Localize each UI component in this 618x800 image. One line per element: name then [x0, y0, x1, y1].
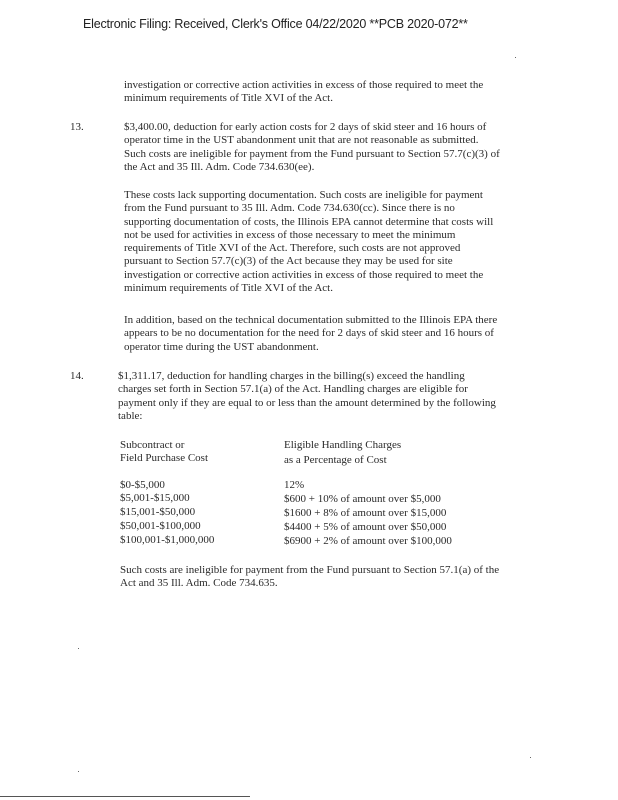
item-14-paragraph-2: [120, 564, 499, 591]
table-header-charge-line-1: Eligible Handling Charges: [284, 439, 402, 451]
text-line: appears to be no documentation for the need for 2 days of skid steer and 16 hours of: [124, 327, 494, 340]
item-number-14: 14.: [70, 370, 84, 382]
intro-paragraph: [124, 79, 483, 106]
text-line: Such costs are ineligible for payment from the Fund pursuant to Section 57.7(c)(3) of: [124, 147, 500, 160]
text-line: supporting documentation of costs, the Illinois EPA cannot determine that costs will: [124, 215, 494, 228]
filing-stamp-header: Electronic Filing: Received, Clerk's Office 04/22/2020 **PCB 2020-072**: [83, 17, 468, 31]
scan-speck: [530, 757, 531, 758]
item-14-paragraph-1: [118, 370, 496, 423]
item-13-paragraph-3: [124, 314, 497, 354]
text-line: investigation or corrective action activities in excess of those required to meet the: [124, 79, 484, 91]
table-cell-cost: $100,001-$1,000,000: [120, 534, 215, 546]
handling-charges-table: [120, 439, 500, 551]
item-number-13: 13.: [70, 121, 84, 133]
text-line: the Act and 35 Ill. Adm. Code 734.630(ee).: [124, 160, 315, 173]
table-header-charge-line-2: as a Percentage of Cost: [284, 454, 387, 466]
table-cell-charge: 12%: [284, 479, 305, 491]
text-line: from the Fund pursuant to 35 Ill. Adm. Code 734.630(cc). Since there is no: [124, 202, 455, 215]
text-line: In addition, based on the technical documentation submitted to the Illinois EPA there: [124, 314, 498, 326]
text-line: Act and 35 Ill. Adm. Code 734.635.: [120, 577, 278, 590]
text-line: table:: [118, 409, 143, 422]
text-line: charges set forth in Section 57.1(a) of the Act. Handling charges are eligible for: [118, 383, 468, 396]
item-13-paragraph-1: [124, 121, 500, 174]
text-line: operator time in the UST abandonment unit that are not reasonable as submitted.: [124, 134, 479, 147]
item-13-paragraph-2: [124, 189, 493, 295]
text-line: operator time during the UST abandonment.: [124, 340, 319, 353]
table-cell-charge: $4400 + 5% of amount over $50,000: [284, 521, 447, 533]
text-line: $1,311.17, deduction for handling charges in the billing(s) exceed the handling: [118, 370, 465, 382]
text-line: $3,400.00, deduction for early action costs for 2 days of skid steer and 16 hours of: [124, 121, 487, 133]
table-header-cost-line-2: Field Purchase Cost: [120, 452, 208, 464]
text-line: minimum requirements of Title XVI of the Act.: [124, 92, 333, 105]
table-cell-cost: $0-$5,000: [120, 479, 165, 491]
text-line: payment only if they are equal to or less than the amount determined by the following: [118, 396, 496, 409]
text-line: pursuant to Section 57.7(c)(3) of the Act because they may be used for site: [124, 255, 453, 268]
text-line: investigation or corrective action activities in excess of those required to meet the: [124, 268, 484, 281]
table-cell-cost: $15,001-$50,000: [120, 506, 196, 518]
text-line: These costs lack supporting documentation. Such costs are ineligible for payment: [124, 189, 483, 201]
scan-speck: [78, 771, 79, 772]
table-cell-charge: $600 + 10% of amount over $5,000: [284, 493, 441, 505]
text-line: minimum requirements of Title XVI of the Act.: [124, 282, 333, 295]
table-cell-cost: $50,001-$100,000: [120, 520, 201, 532]
table-cell-charge: $1600 + 8% of amount over $15,000: [284, 507, 447, 519]
text-line: requirements of Title XVI of the Act. Therefore, such costs are not approved: [124, 242, 461, 255]
table-cell-cost: $5,001-$15,000: [120, 492, 190, 504]
table-cell-charge: $6900 + 2% of amount over $100,000: [284, 535, 452, 547]
table-header-cost-line-1: Subcontract or: [120, 439, 185, 451]
scan-speck: [78, 648, 79, 649]
footer-rule: [0, 796, 250, 797]
text-line: not be used for activities in excess of those necessary to meet the minimum: [124, 228, 456, 241]
scan-speck: [515, 57, 516, 58]
text-line: Such costs are ineligible for payment from the Fund pursuant to Section 57.1(a) of the: [120, 564, 500, 576]
